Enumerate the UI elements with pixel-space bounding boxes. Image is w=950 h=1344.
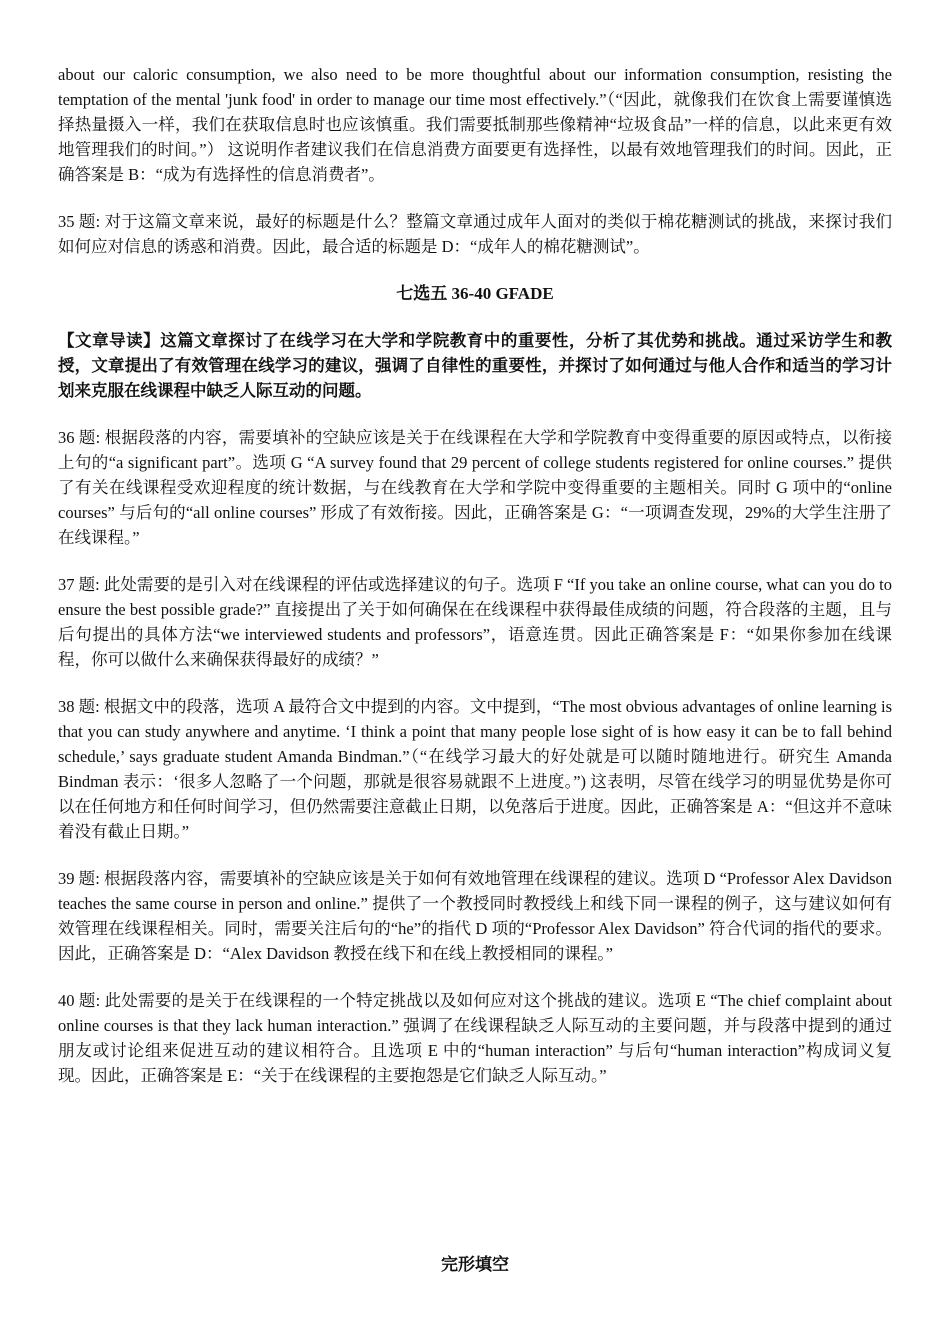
paragraph-q38: 38 题: 根据文中的段落，选项 A 最符合文中提到的内容。文中提到，“The most obvious advantages of online learning is that you can study anywhere and anytime. ‘I think a point that many people lose sight of is how easy it can be to fall behind schedule,’ says graduate student Amanda Bindman.”（“在线学习最大的好处就是可以随时随地进行。研究生 Amanda Bindman 表示：‘很多人忽略了一个问题，那就是很容易就跟不上进度。”) 这表明，尽管在线学习的明显优势是你可以在任何地方和任何时间学习，但仍然需要注意截止日期，以免落后于进度。因此，正确答案是 A：“但这并不意味着没有截止日期。” [58,697,892,841]
reading-guide: 【文章导读】这篇文章探讨了在线学习在大学和学院教育中的重要性，分析了其优势和挑战。通过采访学生和教授，文章提出了有效管理在线学习的建议，强调了自律性的重要性，并探讨了如何通过与他人合作和适当的学习计划来克服在线课程中缺乏人际互动的问题。 [58,331,892,400]
paragraph-q40: 40 题: 此处需要的是关于在线课程的一个特定挑战以及如何应对这个挑战的建议。选项 E “The chief complaint about online courses is that they lack human interaction.” 强调了在线课程缺乏人际互动的主要问题，并与段落中提到的通过朋友或讨论组来促进互动的建议相符合。且选项 E 中的“human interaction” 与后句“human interaction”构成词义复现。因此，正确答案是 E：“关于在线课程的主要抱怨是它们缺乏人际互动。” [58,991,892,1085]
paragraph-q37: 37 题: 此处需要的是引入对在线课程的评估或选择建议的句子。选项 F “If you take an online course, what can you do to ensure the best possible grade?” 直接提出了关于如何确保在在线课程中获得最佳成绩的问题，符合段落的主题，且与后句提出的具体方法“we interviewed students and professors”，语意连贯。因此正确答案是 F：“如果你参加在线课程，你可以做什么来确保获得最好的成绩？” [58,575,892,669]
paragraph-gap [58,550,892,572]
paragraph-gap [58,403,892,425]
paragraph-gap [58,966,892,988]
paragraph-q35: 35 题: 对于这篇文章来说，最好的标题是什么？整篇文章通过成年人面对的类似于棉花糖测试的挑战，来探讨我们如何应对信息的诱惑和消费。因此，最合适的标题是 D：“成年人的棉花糖测试”。 [58,212,892,256]
paragraph-q34-tail: about our caloric consumption, we also need to be more thoughtful about our information consumption, resisting the temptation of the mental 'junk food' in order to manage our time most effectively.”（“因此，就像我们在饮食上需要谨慎选择热量摄入一样，我们在获取信息时也应该慎重。我们需要抵制那些像精神“垃圾食品”一样的信息，以此来更有效地管理我们的时间。”） 这说明作者建议我们在信息消费方面要更有选择性，以最有效地管理我们的时间。因此，正确答案是 B：“成为有选择性的信息消费者”。 [58,65,892,184]
paragraph-q39: 39 题: 根据段落内容，需要填补的空缺应该是关于如何有效地管理在线课程的建议。选项 D “Professor Alex Davidson teaches the same course in person and online.” 提供了一个教授同时教授线上和线下同一课程的例子，这与建议如何有效管理在线课程相关。同时，需要关注后句的“he”的指代 D 项的“Professor Alex Davidson” 符合代词的指代的要求。因此，正确答案是 D：“Alex Davidson 教授在线下和在线上教授相同的课程。” [58,869,892,963]
paragraph-gap [58,306,892,328]
paragraph-gap [58,844,892,866]
paragraph-gap [58,187,892,209]
document-page [58,62,892,1274]
next-section-heading: 完形填空 [441,1255,509,1274]
paragraph-gap [58,259,892,281]
section-heading: 七选五 36-40 GFADE [396,284,554,303]
paragraph-gap [58,672,892,694]
paragraph-q36: 36 题: 根据段落的内容，需要填补的空缺应该是关于在线课程在大学和学院教育中变得重要的原因或特点，以衔接上句的“a significant part”。选项 G “A survey found that 29 percent of college students registered for online courses.” 提供了有关在线课程受欢迎程度的统计数据，与在线教育在大学和学院中变得重要的主题相关。同时 G 项中的“online courses” 与后句的“all online courses” 形成了有效衔接。因此，正确答案是 G：“一项调查发现，29%的大学生注册了在线课程。” [58,428,892,547]
